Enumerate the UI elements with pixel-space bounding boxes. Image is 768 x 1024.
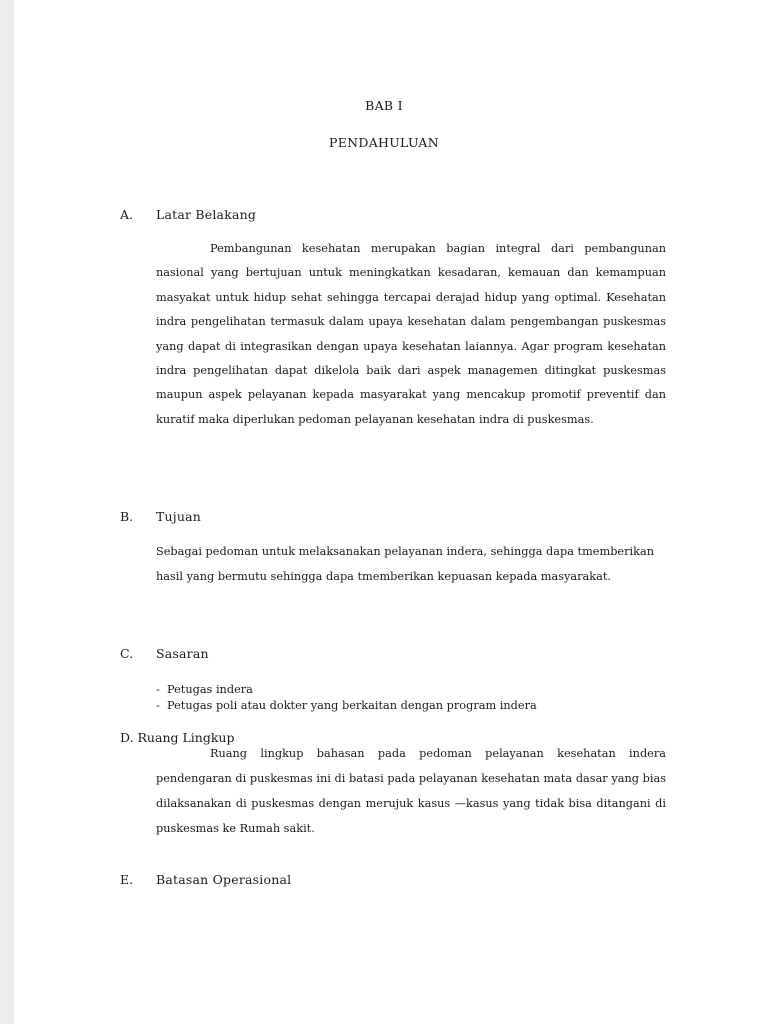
list-item: - Petugas indera <box>156 682 537 698</box>
list-item: - Petugas poli atau dokter yang berkaitan dengan program indera <box>156 698 537 714</box>
section-b-heading: Tujuan <box>156 509 202 524</box>
section-b-paragraph: Sebagai pedoman untuk melaksanakan pelayanan indera, sehingga dapa tmemberikan hasil yang bermutu sehingga dapa tmemberikan kepuasan kepada masyarakat. <box>156 545 654 583</box>
chapter-number: BAB I <box>365 98 403 113</box>
section-b-marker: B. <box>120 509 134 524</box>
section-a-paragraph: Pembangunan kesehatan merupakan bagian integral dari pembangunan nasional yang bertujuan untuk meningkatkan kesadaran, kemauan dan kemampuan masyakat untuk hidup sehat sehingga tercapai derajad hidup yang optimal. Kesehatan indra pengelihatan termasuk dalam upaya kesehatan dalam pengembangan puskesmas yang dapat di integrasikan dengan upaya kesehatan laiannya. Agar program kesehatan indra pengelihatan dapat dikelola baik dari aspek managemen ditingkat puskesmas maupun aspek pelayanan kepada masyarakat yang mencakup promotif preventif dan kuratif maka diperlukan pedoman pelayanan kesehatan indra di puskesmas. <box>156 242 666 426</box>
section-d-heading: D. Ruang Lingkup <box>120 730 235 745</box>
section-e-heading: Batasan Operasional <box>156 872 292 887</box>
chapter-title: PENDAHULUAN <box>329 135 439 150</box>
section-a-marker: A. <box>120 207 134 222</box>
section-c-list <box>156 682 537 714</box>
section-c-marker: C. <box>120 646 134 661</box>
section-d-paragraph: Ruang lingkup bahasan pada pedoman pelayanan kesehatan indera pendengaran di puskesmas ini di batasi pada pelayanan kesehatan mata dasar yang bias dilaksanakan di puskesmas dengan merujuk kasus —kasus yang tidak bisa ditangani di puskesmas ke Rumah sakit. <box>156 747 666 835</box>
section-e-marker: E. <box>120 872 134 887</box>
section-c-heading: Sasaran <box>156 646 209 661</box>
section-a-heading: Latar Belakang <box>156 207 257 222</box>
